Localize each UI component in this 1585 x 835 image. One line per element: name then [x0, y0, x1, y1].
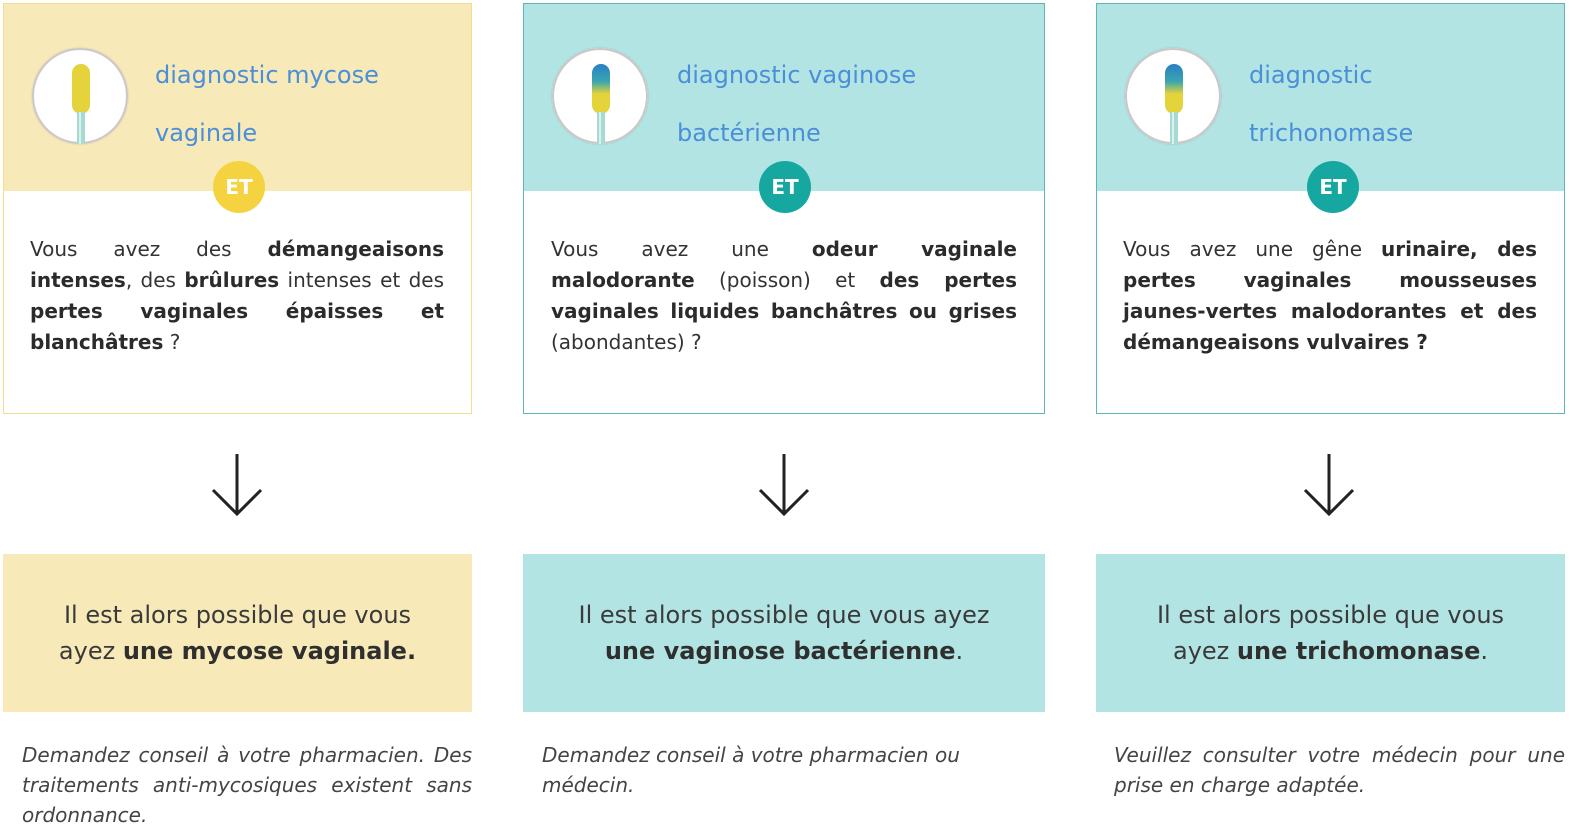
result-suffix: .	[955, 637, 964, 665]
advice-text: Demandez conseil à votre pharmacien. Des traitements anti-mycosiques existent sans ordonnance.	[22, 743, 472, 827]
blue-yellow-test-swab-icon	[552, 48, 648, 144]
result-prefix: Il est alors possible que vous ayez	[578, 601, 990, 629]
question-bold: démangeaisons intenses	[30, 237, 444, 292]
diagnostic-card	[1096, 3, 1565, 414]
arrow-down-icon	[754, 450, 814, 520]
diagnostic-column-trichomonase	[1096, 0, 1565, 835]
question-bold: urinaire, des pertes vaginales mousseuses jaunes-vertes malodorantes et des démangeaisons vulvaires ?	[1123, 237, 1538, 354]
yellow-test-swab-icon	[32, 48, 128, 144]
result-suffix: .	[1480, 637, 1489, 665]
arrow-down-icon	[1299, 450, 1359, 520]
result-diagnosis: une mycose vaginale.	[122, 637, 417, 665]
advice-text: Demandez conseil à votre pharmacien ou médecin.	[542, 743, 960, 797]
arrow-down-icon	[207, 450, 267, 520]
result-diagnosis: une vaginose bactérienne	[604, 637, 956, 665]
question-text: Vous avez une gêne	[1123, 237, 1382, 261]
card-title-line-2: trichonomase	[1249, 119, 1414, 147]
result-prefix: Il est alors possible que vous ayez	[58, 601, 412, 665]
question-text: (abondantes) ?	[551, 330, 702, 354]
advice-text: Veuillez consulter votre médecin pour une prise en charge adaptée.	[1114, 743, 1565, 797]
question-text: (poisson) et	[694, 268, 880, 292]
diagnostic-card	[523, 3, 1045, 414]
card-title-line-1: diagnostic mycose	[155, 61, 379, 89]
et-badge: ET	[213, 161, 265, 213]
card-title-line-2: vaginale	[155, 119, 258, 147]
question-text: Vous avez des	[30, 237, 268, 261]
question-text: intenses et des	[279, 268, 444, 292]
diagnostic-card	[3, 3, 472, 414]
diagnostic-column-mycose	[3, 0, 472, 835]
question-bold: pertes vaginales épaisses et blanchâtres	[30, 299, 444, 354]
result-diagnosis: une trichomonase	[1236, 637, 1481, 665]
symptom-question	[1123, 234, 1537, 358]
card-title	[1249, 46, 1413, 162]
result-box	[1096, 554, 1565, 712]
result-box	[523, 554, 1045, 712]
result-text	[33, 597, 442, 669]
question-bold: odeur vaginale malodorante	[551, 237, 1017, 292]
et-badge: ET	[1307, 161, 1359, 213]
question-text: Vous avez une	[551, 237, 812, 261]
card-title-line-1: diagnostic	[1249, 61, 1373, 89]
symptom-question	[30, 234, 444, 358]
result-text	[1126, 597, 1535, 669]
card-title-line-1: diagnostic vaginose	[677, 61, 917, 89]
card-title	[155, 46, 379, 162]
question-text: ?	[163, 330, 181, 354]
question-bold: des pertes vaginales liquides banchâtres ou grises	[551, 268, 1017, 323]
result-prefix: Il est alors possible que vous ayez	[1156, 601, 1505, 665]
result-text	[553, 597, 1015, 669]
result-box	[3, 554, 472, 712]
card-title	[677, 46, 916, 162]
blue-yellow-test-swab-icon	[1125, 48, 1221, 144]
card-title-line-2: bactérienne	[677, 119, 821, 147]
question-bold: brûlures	[184, 268, 280, 292]
question-text: , des	[125, 268, 185, 292]
symptom-question	[551, 234, 1017, 358]
diagnostic-column-vaginose	[523, 0, 1045, 835]
et-badge: ET	[759, 161, 811, 213]
